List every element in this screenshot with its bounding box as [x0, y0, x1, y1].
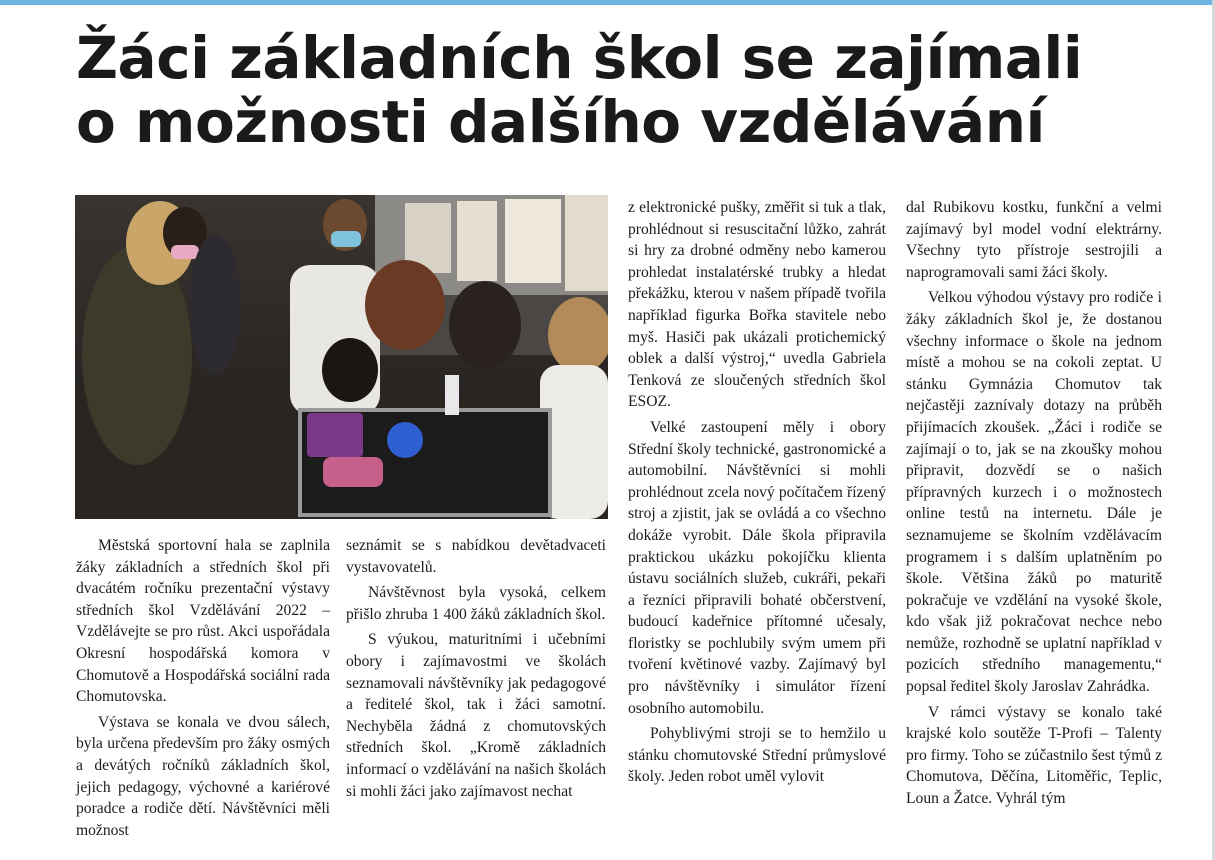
column-4-paragraph: Velkou výhodou výstavy pro rodiče i žáky základních škol je, že dostanou všechny informace o škole na jednom místě a mohou se na cokoli zeptat. U stánku Gymnázia Chomutov tak nejčastěji zaznívaly dotazy na průběh přijímacích zkoušek. „Žáci i rodiče se zajímají o to, jak se na zkoušky mohou připravit, dozvědí se o našich přípravných kurzech i o možnostech online testů na internetu. Dále je seznamujeme se školním vzdělávacím programem i s dalším uplatněním po škole. Většina žáků po maturitě pokračuje ve vzdělání na vysoké škole, kdo však již pokračovat nechce nebo nemůže, rozhodně se uplatní například v pozicích středního managementu,“ popsal ředitel školy Jaroslav Zahrádka. [906, 289, 1162, 696]
headline-line-1: Žáci základních škol se zajímali [76, 24, 1083, 92]
column-1-paragraph: Městská sportovní hala se zaplnila žáky základních a středních škol při dvacátém ročníku prezentační výstavy středních škol Vzdělávání 2022 – Vzdělávejte se pro růst. Akci uspořádala Okresní hospodářská komora v Chomutově a Hospodářská sociální rada Chomutovska. [76, 537, 330, 706]
column-4-paragraph: dal Rubikovu kostku, funkční a velmi zajímavý byl model vodní elektrárny. Všechny tyto přístroje sestrojili a naprogramovali sami žáci školy. [906, 199, 1162, 281]
article-column-4 [906, 197, 1162, 810]
article-column-3 [628, 197, 886, 788]
article-column-2 [346, 535, 606, 802]
article-column-1 [76, 535, 330, 841]
article-headline [76, 26, 1186, 154]
column-1-paragraph: Výstava se konala ve dvou sálech, byla určena především pro žáky osmých a devátých ročníků základních škol, jejich pedagogy, výchovné a kariérové poradce a rodiče dětí. Návštěvníci měli možnost [76, 713, 330, 839]
exhibition-photo-illustration [75, 195, 608, 519]
column-3-paragraph: z elektronické pušky, změřit si tuk a tlak, prohlédnout si resuscitační lůžko, zahrát si hry za drobné odměny nebo kamerou prohledat instalatérské trubky a hledat překážku, kterou v našem případě tvořila například figurka Bořka stavitele nebo myš. Hasiči pak ukázali protichemický oblek a další výstroj,“ uvedla Gabriela Tenková ze sloučených středních škol ESOZ. [628, 199, 886, 411]
headline-line-2: o možnosti dalšího vzdělávání [76, 88, 1045, 156]
column-2-paragraph: Návštěvnost byla vysoká, celkem přišlo zhruba 1 400 žáků základních škol. [346, 584, 606, 623]
top-accent-bar [0, 0, 1215, 5]
column-4-paragraph: V rámci výstavy se konalo také krajské kolo soutěže T-Profi – Talenty pro firmy. Toho se zúčastnilo šest týmů z Chomutova, Děčína, Litoměřic, Teplic, Loun a Žatce. Vyhrál tým [906, 703, 1162, 808]
column-2-paragraph: S výukou, maturitními i učebními obory i zajímavostmi ve školách seznamovali návštěvníky jak pedagogové a ředitelé škol, tak i žáci samotní. Nechyběla žádná z chomutovských středních škol. „Kromě základních informací o vzdělávání na našich školách si mohli žáci jako zajímavost nechat [346, 631, 606, 800]
column-3-paragraph: Velké zastoupení měly i obory Střední školy technické, gastronomické a automobilní. Návštěvníci si mohli prohlédnout zcela nový počítačem řízený stroj a zjistit, jak se ovládá a co všechno dokáže vyrobit. Dále škola připravila praktickou ukázku pokojíčku klienta ústavu sociálních služeb, cukráři, pekaři a řezníci připravili bohaté občerstvení, budoucí kadeřnice přítomné učesaly, floristky se pochlubily svým umem při tvoření květinové vazby. Zajímavý byl pro návštěvníky i simulátor řízení osobního automobilu. [628, 418, 886, 717]
exhibition-photo [75, 195, 608, 519]
column-3-paragraph: Pohyblivými stroji se to hemžilo u stánku chomutovské Střední průmyslové školy. Jeden robot uměl vylovit [628, 725, 886, 786]
column-2-paragraph: seznámit se s nabídkou devětadvaceti vystavovatelů. [346, 537, 606, 576]
